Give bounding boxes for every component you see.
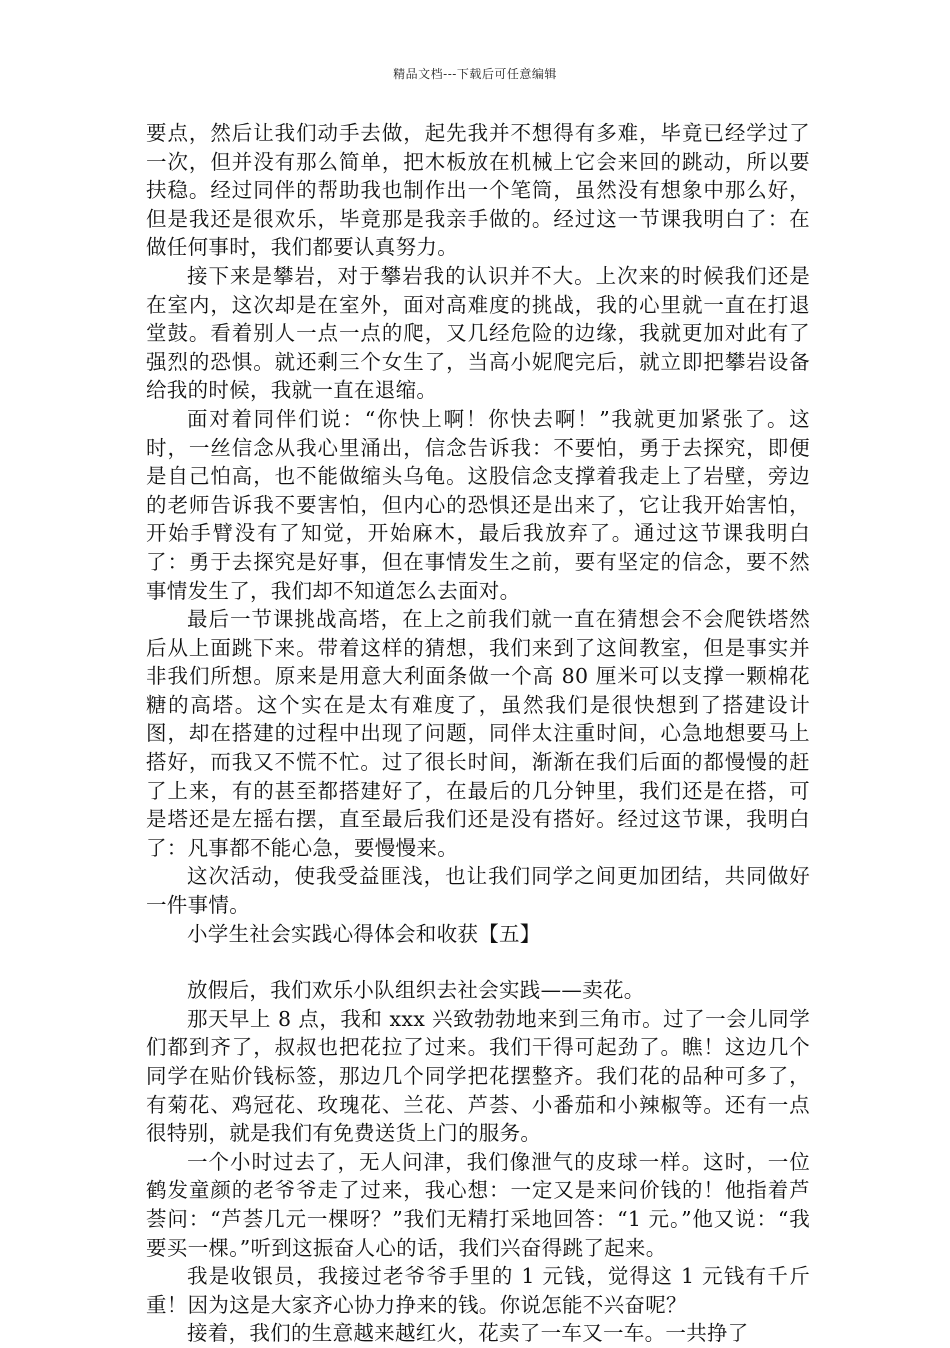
paragraph-1: 要点，然后让我们动手去做，起先我并不想得有多难，毕竟已经学过了一次，但并没有那么简单，把木板放在机械上它会来回的跳动，所以要扶稳。经过同伴的帮助我也制作出一个笔筒，虽然没有想象中那么好，但是我还是很欢乐，毕竟那是我亲手做的。经过这一节课我明白了：在做任何事时，我们都要认真努力。 [146, 121, 810, 260]
section-title: 小学生社会实践心得体会和收获【五】 [187, 921, 541, 946]
paragraph-8: 一个小时过去了，无人问津，我们像泄气的皮球一样。这时，一位鹤发童颜的老爷爷走了过来，我心想：一定又是来问价钱的！他指着芦荟问：“芦荟几元一棵呀？”我们无精打采地回答：“1 元。”他又说：“我要买一棵。”听到这振奋人心的话，我们兴奋得跳了起来。 [146, 1149, 810, 1260]
paragraph-4: 最后一节课挑战高塔，在上之前我们就一直在猜想会不会爬铁塔然后从上面跳下来。带着这样的猜想，我们来到了这间教室，但是事实并非我们所想。原来是用意大利面条做一个高 80 厘米可以支撑一颗棉花糖的高塔。这个实在是太有难度了，虽然我们是很快想到了搭建设计图，却在搭建的过程中出现了问题，同伴太注重时间，心急地想要马上搭好，而我又不慌不忙。过了很长时间，渐渐在我们后面的都慢慢的赶了上来，有的甚至都搭建好了，在最后的几分钟里，我们还是在搭，可是塔还是左摇右摆，直至最后我们还是没有搭好。经过这节课，我明白了：凡事都不能心急，要慢慢来。 [146, 607, 810, 860]
paragraph-9: 我是收银员，我接过老爷爷手里的 1 元钱，觉得这 1 元钱有千斤重！因为这是大家齐心协力挣来的钱。你说怎能不兴奋呢？ [146, 1264, 810, 1317]
document-body [146, 119, 810, 1348]
paragraph-5: 这次活动，使我受益匪浅，也让我们同学之间更加团结，共同做好一件事情。 [146, 864, 810, 918]
page-header: 精品文档---下载后可任意编辑 [393, 67, 557, 81]
paragraph-6: 放假后，我们欢乐小队组织去社会实践——卖花。 [187, 978, 645, 1003]
paragraph-2: 接下来是攀岩，对于攀岩我的认识并不大。上次来的时候我们还是在室内，这次却是在室外，面对高难度的挑战，我的心里就一直在打退堂鼓。看着别人一点一点的爬，又几经危险的边缘，我就更加对此有了强烈的恐惧。就还剩三个女生了，当高小妮爬完后，就立即把攀岩设备给我的时候，我就一直在退缩。 [146, 263, 810, 403]
paragraph-7: 那天早上 8 点，我和 xxx 兴致勃勃地来到三角市。过了一会儿同学们都到齐了，叔叔也把花拉了过来。我们干得可起劲了。瞧！这边几个同学在贴价钱标签，那边几个同学把花摆整齐。我们花的品种可多了，有菊花、鸡冠花、玫瑰花、兰花、芦荟、小番茄和小辣椒等。还有一点很特别，就是我们有免费送货上门的服务。 [146, 1006, 810, 1146]
paragraph-10: 接着，我们的生意越来越红火，花卖了一车又一车。一共挣了 [187, 1321, 749, 1346]
paragraph-3: 面对着同伴们说：“你快上啊！你快去啊！”我就更加紧张了。这时，一丝信念从我心里涌出，信念告诉我：不要怕，勇于去探究，即便是自己怕高，也不能做缩头乌龟。这股信念支撑着我走上了岩壁，旁边的老师告诉我不要害怕，但内心的恐惧还是出来了，它让我开始害怕，开始手臂没有了知觉，开始麻木，最后我放弃了。通过这节课我明白了：勇于去探究是好事，但在事情发生之前，要有坚定的信念，要不然事情发生了，我们却不知道怎么去面对。 [146, 406, 810, 603]
